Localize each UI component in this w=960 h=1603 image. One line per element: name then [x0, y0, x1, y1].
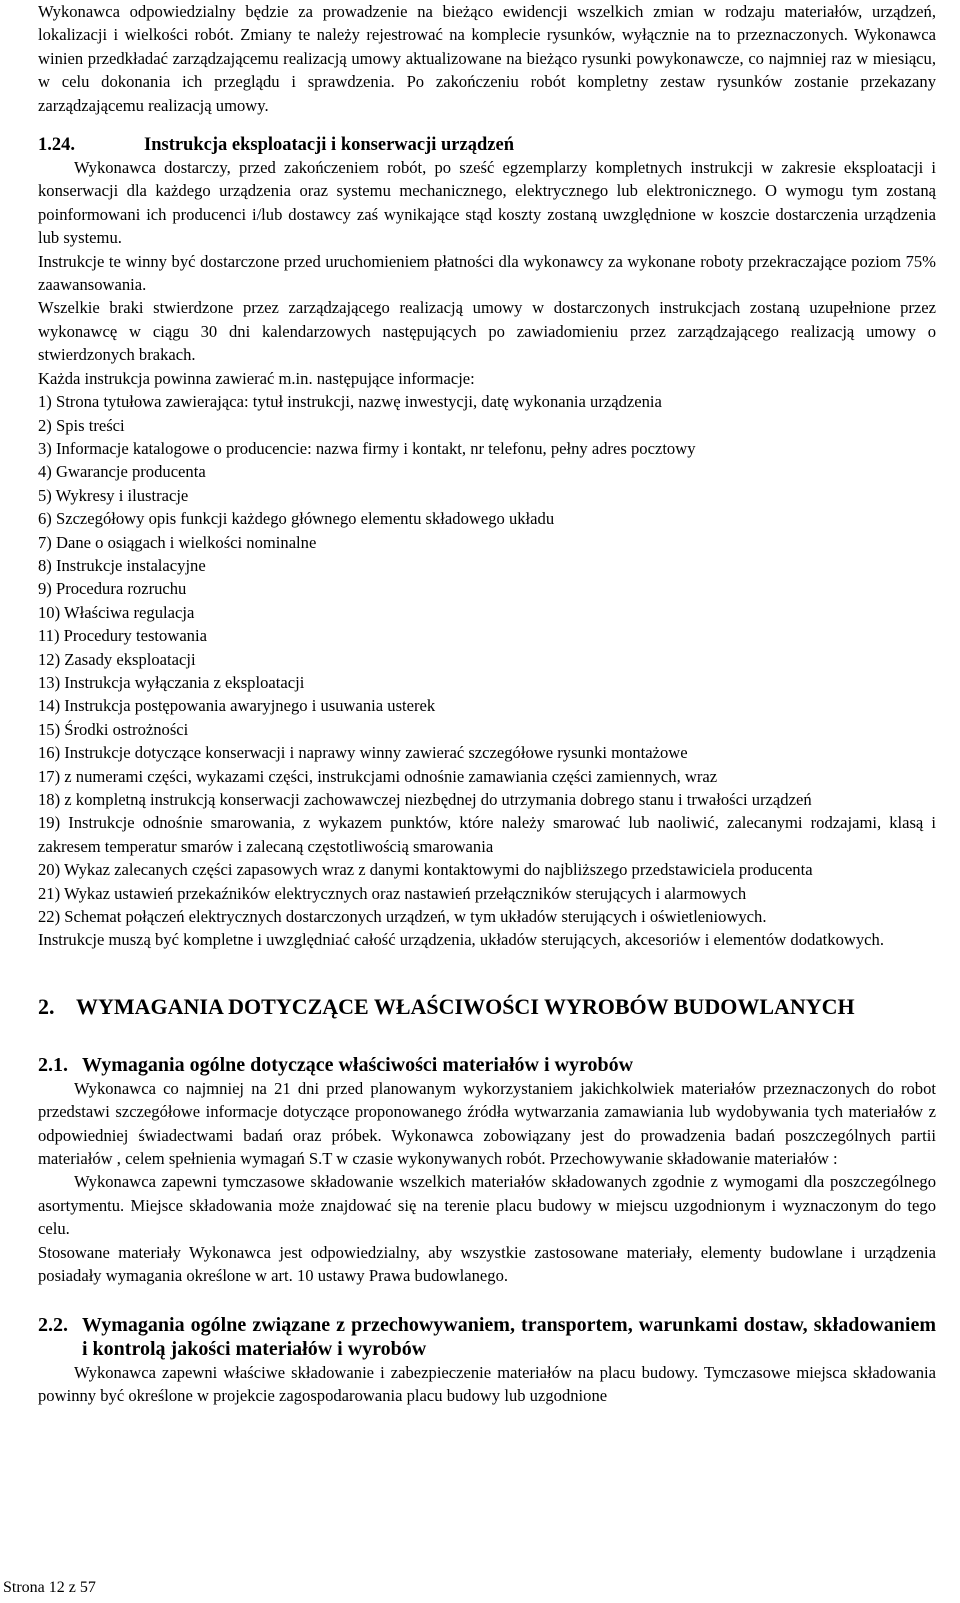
list-item: 16) Instrukcje dotyczące konserwacji i naprawy winny zawierać szczegółowe rysunki montażowe — [38, 743, 688, 763]
section-number: 2. — [38, 993, 55, 1019]
list-item: 10) Właściwa regulacja — [38, 602, 195, 622]
section-number: 2.2. — [38, 1313, 68, 1336]
list-item: 2) Spis treści — [38, 415, 125, 435]
section-number: 1.24. — [38, 135, 75, 156]
document-body — [38, 0, 936, 1407]
list-item: 6) Szczegółowy opis funkcji każdego głównego elementu składowego układu — [38, 509, 555, 529]
list-item: 15) Środki ostrożności — [38, 719, 189, 739]
section-title: Instrukcja eksploatacji i konserwacji urządzeń — [144, 135, 514, 156]
section-2-heading — [38, 994, 936, 1020]
list-item: 4) Gwarancje producenta — [38, 462, 206, 482]
section-1-24-heading — [38, 134, 936, 156]
list-item: 7) Dane o osiągach i wielkości nominalne — [38, 532, 317, 552]
page-number-footer: Strona 12 z 57 — [3, 1579, 96, 1596]
section-number: 2.1. — [38, 1053, 68, 1076]
list-item: 20) Wykaz zalecanych części zapasowych wraz z danymi kontaktowymi do najbliższego przedstawiciela producenta — [38, 860, 813, 880]
paragraph: Wykonawca dostarczy, przed zakończeniem robót, po sześć egzemplarzy kompletnych instrukcji w zakresie eksploatacji i konserwacji dla każdego urządzenia oraz systemu mechanicznego, elektrycznego lub elektronicznego. O wymogu tym zostaną poinformowani ich producenci i/lub dostawcy zaś wynikające stąd koszty zostaną uwzględnione w koszcie dostarczenia urządzenia lub systemu. — [38, 158, 936, 248]
list-item: 3) Informacje katalogowe o producencie: nazwa firmy i kontakt, nr telefonu, pełny adres pocztowy — [38, 438, 696, 458]
list-item: 1) Strona tytułowa zawierająca: tytuł instrukcji, nazwę inwestycji, datę wykonania urządzenia — [38, 392, 662, 412]
section-title: Wymagania ogólne dotyczące właściwości materiałów i wyrobów — [82, 1053, 634, 1076]
list-item: 14) Instrukcja postępowania awaryjnego i usuwania usterek — [38, 696, 436, 716]
section-title: Wymagania ogólne związane z przechowywaniem, transportem, warunkami dostaw, składowaniem i kontrolą jakości materiałów i wyrobów — [82, 1313, 936, 1360]
paragraph: Wykonawca zapewni tymczasowe składowanie wszelkich materiałów składowanych zgodnie z wymogami dla poszczególnego asortymentu. Miejsce składowania może znajdować się na terenie placu budowy w miejscu uzgodnionym i wyznaczonym do tego celu. — [38, 1172, 936, 1239]
list-item: 19) Instrukcje odnośnie smarowania, z wykazem punktów, które należy smarować lub naoliwić, zalecanymi rodzajami, klasą i zakresem temperatur smarów i zalecaną częstotliwością smarowania — [38, 813, 936, 856]
instruction-contents-list — [38, 390, 936, 928]
list-item: 11) Procedury testowania — [38, 626, 207, 646]
section-2-1-heading — [38, 1053, 936, 1077]
paragraph: Instrukcje te winny być dostarczone przed uruchomieniem płatności dla wykonawcy za wykonane roboty przekraczające poziom 75% zaawansowania. — [38, 251, 936, 295]
paragraph: Wykonawca zapewni właściwe składowanie i zabezpieczenie materiałów na placu budowy. Tymczasowe miejsca składowania powinny być określone w projekcie zagospodarowania placu budowy lub uzgodnione — [38, 1362, 936, 1405]
intro-paragraph: Wykonawca odpowiedzialny będzie za prowadzenie na bieżąco ewidencji wszelkich zmian w rodzaju materiałów, urządzeń, lokalizacji i wielkości robót. Zmiany te należy rejestrować na komplecie rysunków, wyłącznie na to przeznaczonych. Wykonawca winien przedkładać zarządzającemu realizacją umowy aktualizowane na bieżąco rysunki powykonawcze, co najmniej raz w miesiącu, w celu dokonania ich przeglądu i sprawdzenia. Po zakończeniu robót kompletny zestaw rysunków zostanie przekazany zarządzającemu realizacją umowy. — [38, 2, 936, 115]
list-item: 5) Wykresy i ilustracje — [38, 485, 189, 505]
section-title: WYMAGANIA DOTYCZĄCE WŁAŚCIWOŚCI WYROBÓW BUDOWLANYCH — [76, 993, 855, 1019]
list-item: 22) Schemat połączeń elektrycznych dostarczonych urządzeń, w tym układów sterujących i oświetleniowych. — [38, 907, 767, 927]
paragraph: Każda instrukcja powinna zawierać m.in. następujące informacje: — [38, 368, 475, 388]
paragraph: Wykonawca co najmniej na 21 dni przed planowanym wykorzystaniem jakichkolwiek materiałów przeznaczonych do robot przedstawi szczegółowe informacje dotyczące proponowanego źródła wytwarzania zamawiania lub wydobywania tych materiałów z odpowiedniej świadectwami badań oraz próbek. Wykonawca zobowiązany jest do prowadzenia badań poszczególnych partii materiałów , celem spełnienia wymagań S.T w czasie wykonywanych robót. Przechowywanie składowanie materiałów : — [38, 1078, 936, 1169]
list-item: 8) Instrukcje instalacyjne — [38, 555, 206, 575]
closing-paragraph: Instrukcje muszą być kompletne i uwzględniać całość urządzenia, układów sterujących, akcesoriów i elementów dodatkowych. — [38, 930, 884, 950]
paragraph: Stosowane materiały Wykonawca jest odpowiedzialny, aby wszystkie zastosowane materiały, elementy budowlane i urządzenia posiadały wymagania określone w art. 10 ustawy Prawa budowlanego. — [38, 1242, 936, 1286]
list-item: 21) Wykaz ustawień przekaźników elektrycznych oraz nastawień przełączników sterujących i alarmowych — [38, 883, 747, 903]
list-item: 13) Instrukcja wyłączania z eksploatacji — [38, 672, 305, 692]
paragraph: Wszelkie braki stwierdzone przez zarządzającego realizacją umowy w dostarczonych instrukcjach zostaną uzupełnione przez wykonawcę w ciągu 30 dni kalendarzowych następujących po zawiadomieniu przez zarządzającego realizacją umowy o stwierdzonych brakach. — [38, 298, 936, 365]
list-item: 12) Zasady eksploatacji — [38, 649, 196, 669]
list-item: 18) z kompletną instrukcją konserwacji zachowawczej niezbędnej do utrzymania dobrego stanu i trwałości urządzeń — [38, 790, 812, 809]
list-item: 9) Procedura rozruchu — [38, 579, 187, 599]
section-2-2-heading — [38, 1313, 936, 1361]
list-item: 17) z numerami części, wykazami części, instrukcjami odnośnie zamawiania części zamiennych, wraz — [38, 766, 718, 786]
